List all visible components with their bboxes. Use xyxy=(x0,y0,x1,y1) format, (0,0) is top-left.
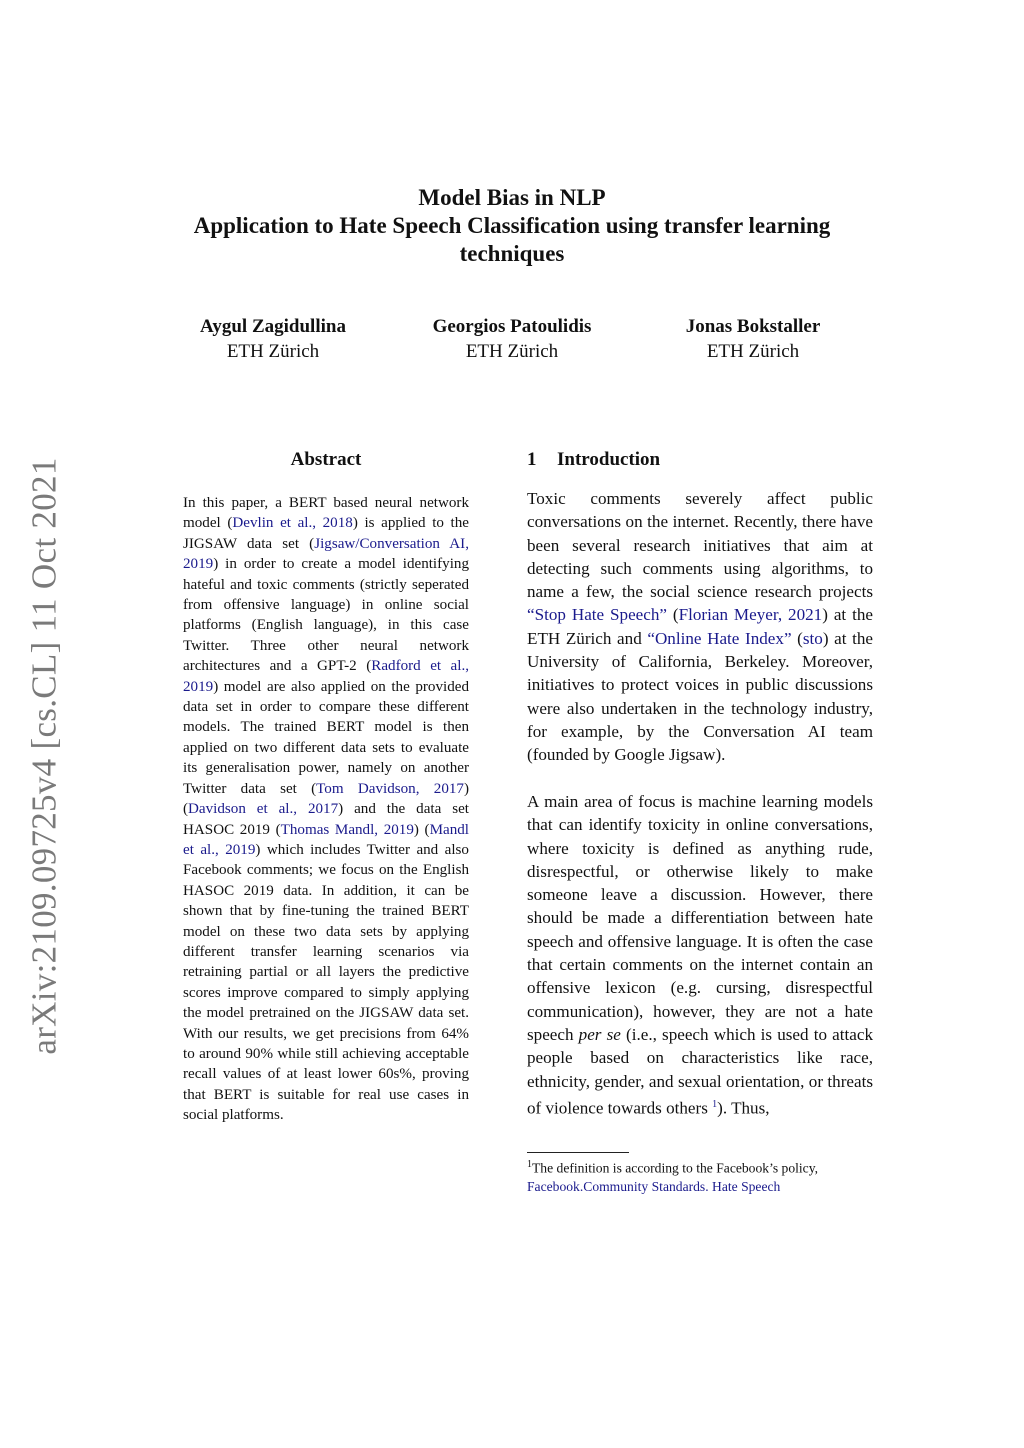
section-heading-introduction xyxy=(527,449,873,471)
paragraph-text: ) at the University of California, Berkeley. Moreover, initiatives to protect voices in public discussions were also undertaken in the technology industry, for example, by the Conversation AI team (founded by Google Jigsaw). xyxy=(527,628,873,765)
abstract-body xyxy=(183,493,469,1126)
abstract-text: ) is applied to the JIGSAW data set ( xyxy=(183,515,469,552)
abstract-text: ) model are also applied on the provided data set in order to compare these different models. The trained BERT model is then applied on two different data sets to evaluate its generalisation power, namely on another Twitter data set ( xyxy=(183,678,469,797)
citation-link[interactable]: Tom Davidson, 2017 xyxy=(316,780,464,797)
citation-link[interactable]: sto xyxy=(802,628,823,648)
abstract-text: ) which includes Twitter and also Facebook comments; we focus on the English HASOC 2019 data. In addition, it can be shown that by fine-tuning the trained BERT model on these two data sets by applying different transfer learning scenarios via retraining partial or all layers the predictive scores improve compared to simply applying the model pretrained on the JIGSAW data set. With our results, we get precisions from 64% to around 90% while still achieving acceptable recall values of at least lower 60s%, proving that BERT is suitable for real use cases in social platforms. xyxy=(183,841,469,1124)
citation-link[interactable]: Radford et al., 2019 xyxy=(183,658,470,695)
emphasis-text: per se xyxy=(578,1024,621,1044)
section-number: 1 xyxy=(527,449,537,470)
citation-link[interactable]: “Stop Hate Speech” xyxy=(527,605,667,625)
section-title: Introduction xyxy=(557,449,661,470)
footnote-marker-link[interactable]: 1 xyxy=(712,1098,718,1110)
paragraph-text: ( xyxy=(667,605,679,625)
author-list xyxy=(150,314,874,370)
abstract-text: In this paper, a BERT based neural network model ( xyxy=(183,495,469,532)
footnote-link[interactable]: Facebook.Community Standards. Hate Speech xyxy=(527,1178,781,1194)
arxiv-id-text: arXiv:2109.09725v4 [cs.CL] 11 Oct 2021 xyxy=(25,457,64,1055)
title-line-1: Model Bias in NLP xyxy=(418,185,606,210)
citation-link[interactable]: Florian Meyer, 2021 xyxy=(678,605,823,625)
author-2 xyxy=(392,314,632,364)
author-name: Aygul Zagidullina xyxy=(200,316,346,337)
paragraph-text: ( xyxy=(791,628,803,648)
abstract-text: ) ( xyxy=(183,780,469,818)
citation-link[interactable]: “Online Hate Index” xyxy=(647,628,792,648)
paragraph-text: Toxic comments severely affect public conversations on the internet. Recently, there have been several research initiatives that aim at detecting such comments using algorithms, to name a few, the social science research projects xyxy=(527,489,873,602)
paragraph-text: A main area of focus is machine learning models that can identify toxicity in online conversations, where toxicity is defined as anything rude, disrespectful, or otherwise likely to make someone leave a discussion. However, there should be made a differentiation between hate speech and offensive language. It is often the case that certain comments on the internet contain an offensive lexicon (e.g. cursing, disrespectful communication), however, they are not a hate speech xyxy=(527,792,873,1044)
footnote-mark: 1 xyxy=(527,1159,532,1170)
author-name: Jonas Bokstaller xyxy=(685,316,821,337)
abstract-text: ) in order to create a model identifying hateful and toxic comments (strictly seperated from offensive language) in online social platforms (English language), in this case Twitter. Three other neural network architectures and a GPT-2 ( xyxy=(183,556,469,675)
paragraph-text: (i.e., speech which is used to attack people based on characteristics like race, ethnicity, gender, and sexual orientation, or threats of violence towards others xyxy=(527,1024,873,1118)
intro-paragraph-1 xyxy=(527,487,873,767)
author-3 xyxy=(633,314,873,364)
author-1 xyxy=(153,314,393,364)
abstract-heading: Abstract xyxy=(290,449,362,470)
citation-link[interactable]: Jigsaw/Conversation AI, 2019 xyxy=(183,535,469,573)
paper-title xyxy=(150,184,874,268)
citation-link[interactable]: Thomas Mandl, 2019 xyxy=(280,821,414,838)
abstract-text: ) ( xyxy=(413,821,430,838)
author-affiliation: ETH Zürich xyxy=(226,341,320,362)
paragraph-text: ) at the ETH Zürich and xyxy=(527,605,873,648)
author-affiliation: ETH Zürich xyxy=(706,341,800,362)
abstract-text: ) and the data set HASOC 2019 ( xyxy=(183,801,469,838)
footnote xyxy=(527,1156,873,1196)
footnote-divider xyxy=(527,1152,629,1153)
paragraph-text: ). Thus, xyxy=(717,1098,770,1118)
citation-link[interactable]: Mandl et al., 2019 xyxy=(183,821,469,858)
title-line-3: techniques xyxy=(459,241,565,266)
footnote-text: The definition is according to the Facebook’s policy, xyxy=(532,1160,819,1176)
title-line-2: Application to Hate Speech Classification using transfer learning xyxy=(193,213,831,238)
intro-paragraph-2 xyxy=(527,790,873,1120)
arxiv-identifier-margin xyxy=(22,456,68,1056)
author-affiliation: ETH Zürich xyxy=(465,341,559,362)
author-name: Georgios Patoulidis xyxy=(432,316,592,337)
citation-link[interactable]: Devlin et al., 2018 xyxy=(232,515,353,532)
citation-link[interactable]: Davidson et al., 2017 xyxy=(188,801,339,818)
